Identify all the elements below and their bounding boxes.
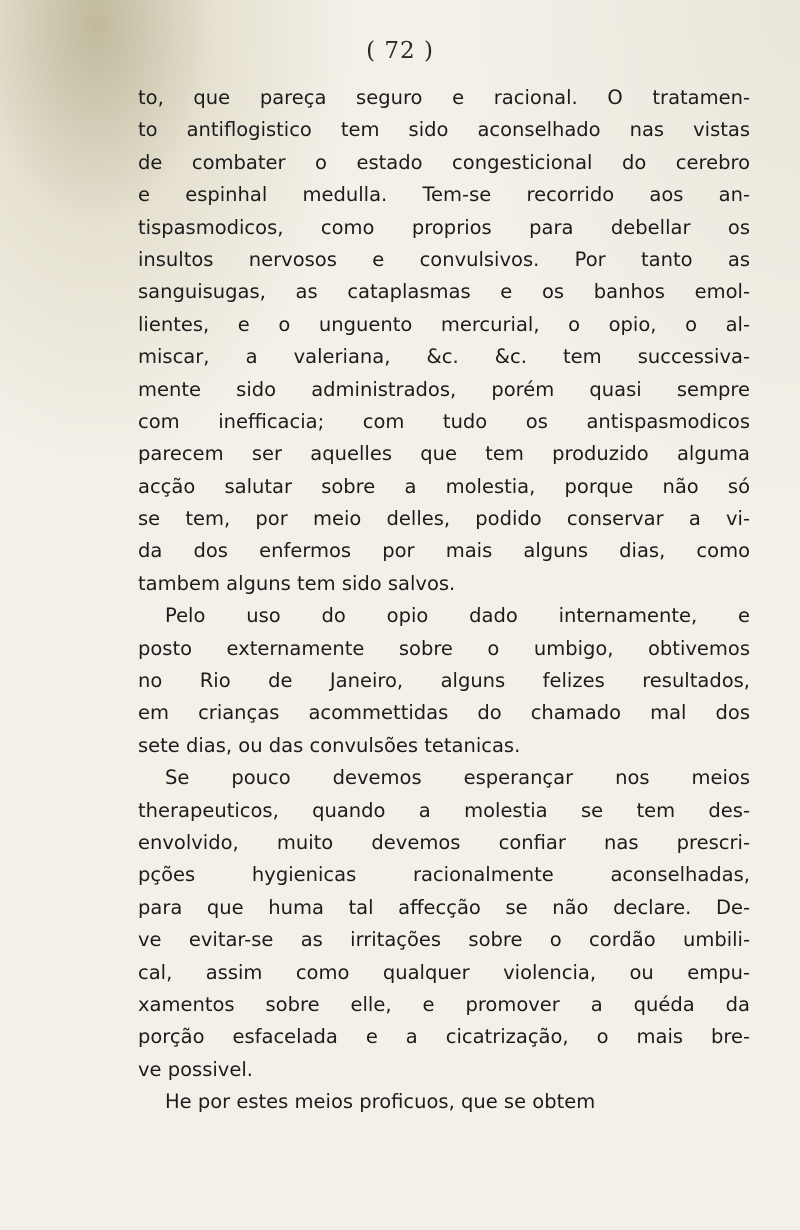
text-line: tambem alguns tem sido salvos. xyxy=(138,571,456,595)
text-line: ve possivel. xyxy=(138,1057,253,1081)
text-line: da dos enfermos por mais alguns dias, como xyxy=(138,539,750,563)
text-line: para que huma tal affecção se não declare. De- xyxy=(138,895,750,919)
text-line: mente sido administrados, porém quasi sempre xyxy=(138,377,750,401)
text-line: lientes, e o unguento mercurial, o opio, o al- xyxy=(138,312,750,336)
text-line: envolvido, muito devemos confiar nas prescri- xyxy=(138,830,750,854)
text-line: cal, assim como qualquer violencia, ou empu- xyxy=(138,960,750,984)
text-line: xamentos sobre elle, e promover a quéda da xyxy=(138,992,750,1016)
text-line: miscar, a valeriana, &c. &c. tem successiva- xyxy=(138,345,750,369)
text-line: tispasmodicos, como proprios para debellar os xyxy=(138,215,750,239)
text-line: em crianças acommettidas do chamado mal dos xyxy=(138,701,750,725)
text-line: He por estes meios proficuos, que se obtem xyxy=(165,1090,596,1114)
text-line: e espinhal medulla. Tem-se recorrido aos an- xyxy=(138,183,750,207)
text-line: ve evitar-se as irritações sobre o cordão umbili- xyxy=(138,928,750,952)
text-line: insultos nervosos e convulsivos. Por tanto as xyxy=(138,247,750,271)
text-line: Se pouco devemos esperançar nos meios xyxy=(165,766,750,790)
text-line: parecem ser aquelles que tem produzido alguma xyxy=(138,442,750,466)
text-line: Pelo uso do opio dado internamente, e xyxy=(165,604,750,628)
text-line: porção esfacelada e a cicatrização, o mais bre- xyxy=(138,1025,750,1049)
text-line: no Rio de Janeiro, alguns felizes resultados, xyxy=(138,669,750,693)
text-line: to, que pareça seguro e racional. O tratamen- xyxy=(138,86,750,109)
text-line: de combater o estado congesticional do cerebro xyxy=(138,150,750,174)
text-line: acção salutar sobre a molestia, porque não só xyxy=(138,474,750,498)
text-line: posto externamente sobre o umbigo, obtivemos xyxy=(138,636,750,660)
body-text xyxy=(138,82,750,1119)
text-line: pções hygienicas racionalmente aconselhadas, xyxy=(138,863,750,887)
page-number: ( 72 ) xyxy=(366,38,434,64)
text-line: therapeuticos, quando a molestia se tem des- xyxy=(138,798,750,822)
text-line: sete dias, ou das convulsões tetanicas. xyxy=(138,733,521,757)
text-line: to antiflogistico tem sido aconselhado nas vistas xyxy=(138,118,750,142)
text-line: sanguisugas, as cataplasmas e os banhos emol- xyxy=(138,280,750,304)
text-line: com inefficacia; com tudo os antispasmodicos xyxy=(138,409,750,433)
text-line: se tem, por meio delles, podido conservar a vi- xyxy=(138,507,750,531)
